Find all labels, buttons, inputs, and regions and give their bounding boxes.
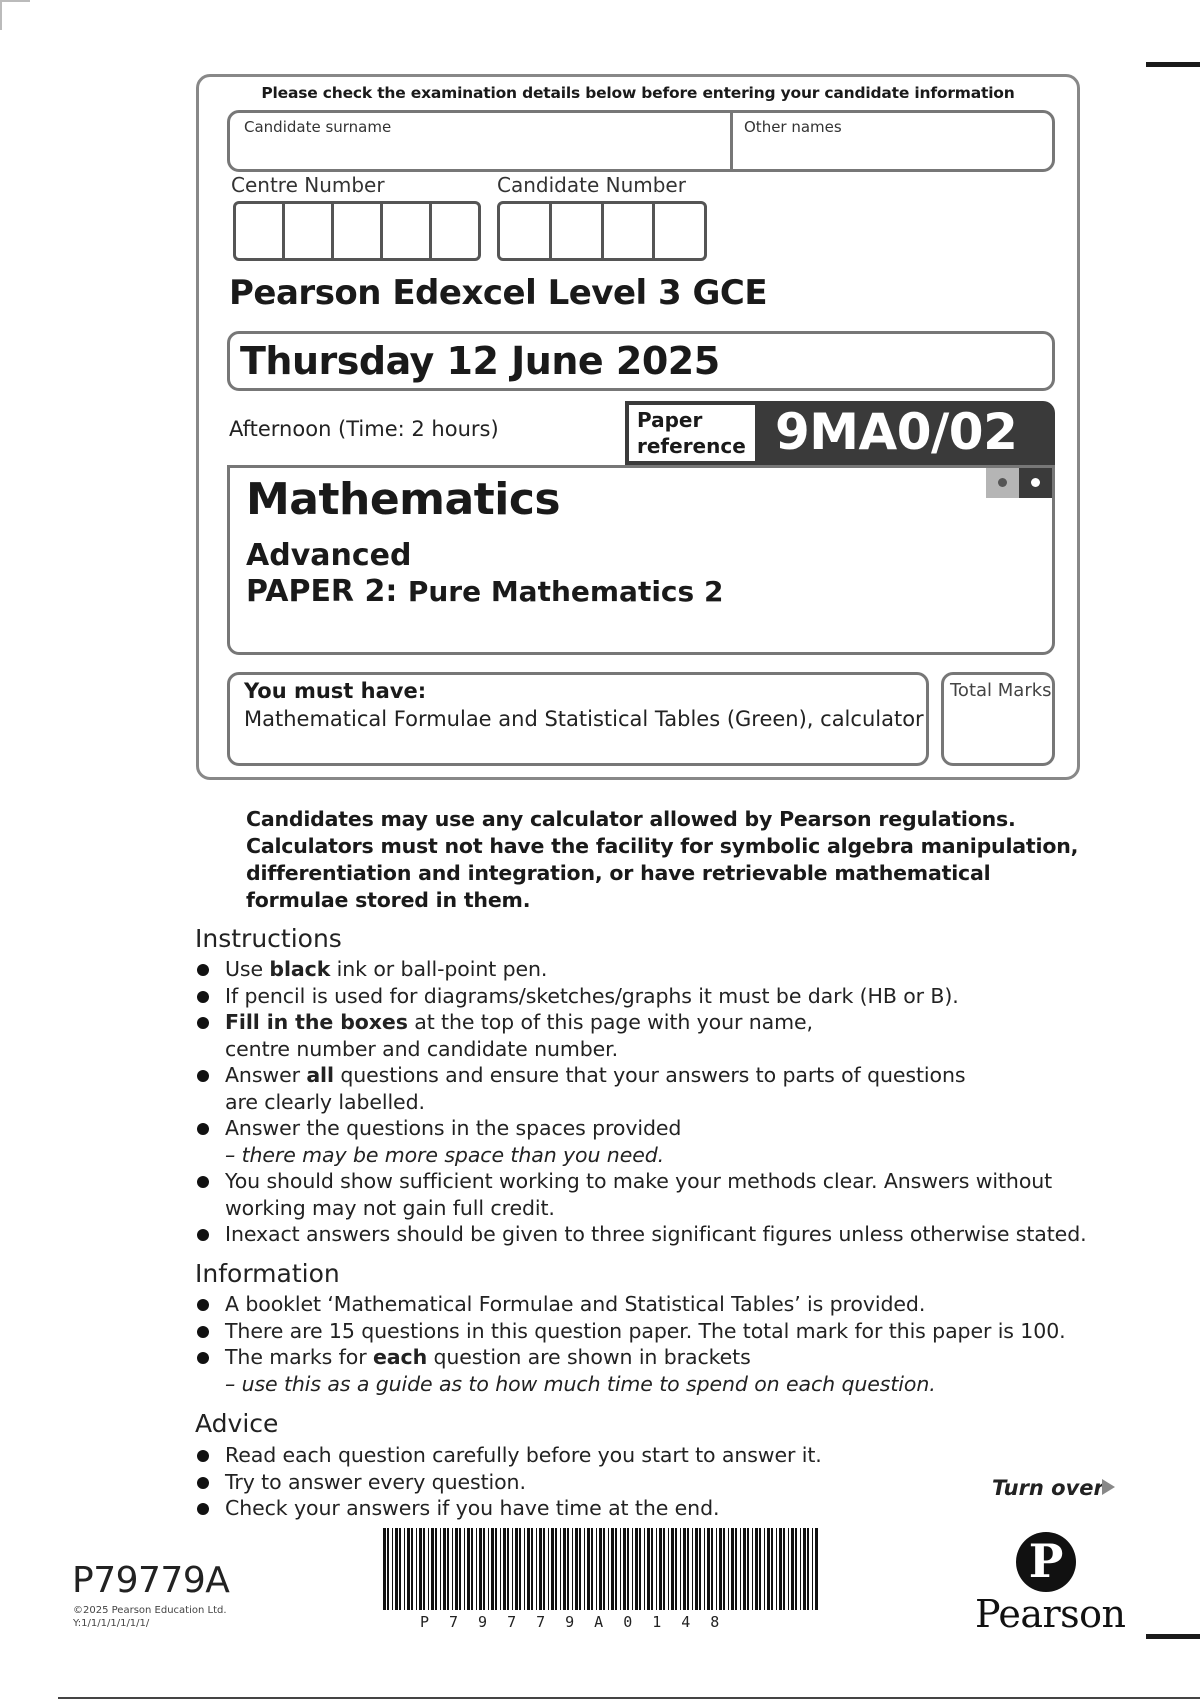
bullet-item: Inexact answers should be given to three significant figures unless otherwise stated.	[195, 1221, 1087, 1248]
centre-digit-cell[interactable]	[432, 204, 478, 258]
name-divider	[730, 113, 733, 169]
barcode-bar	[603, 1528, 605, 1610]
barcode-bar	[659, 1528, 662, 1610]
barcode-bar	[476, 1528, 477, 1610]
candidate-surname-label: Candidate surname	[244, 118, 392, 136]
centre-digit-cell[interactable]	[285, 204, 334, 258]
total-marks-label: Total Marks	[950, 680, 1052, 701]
barcode-bar	[503, 1528, 506, 1610]
bullet-continuation: – use this as a guide as to how much time to spend on each question.	[225, 1371, 936, 1396]
barcode-bar	[687, 1528, 689, 1610]
candidate-digit-cell[interactable]	[552, 204, 604, 258]
bullet-item: Fill in the boxes at the top of this page with your name, centre number and candidate number.	[195, 1009, 1087, 1062]
barcode-bar	[647, 1528, 650, 1610]
barcode-bar	[443, 1528, 446, 1610]
barcode-bar	[579, 1528, 581, 1610]
barcode-bar	[716, 1528, 717, 1610]
calculator-note	[246, 806, 1078, 914]
barcode-bar	[531, 1528, 533, 1610]
barcode-bar	[507, 1528, 509, 1610]
paper-reference-label-line1: Paper	[637, 408, 703, 432]
barcode-bar	[555, 1528, 557, 1610]
barcode-bar	[656, 1528, 657, 1610]
barcode-bar	[572, 1528, 573, 1610]
barcode-bar	[416, 1528, 417, 1610]
barcode-bar	[671, 1528, 674, 1610]
crop-mark-right-top	[1146, 62, 1200, 67]
turn-over-label: Turn over	[992, 1476, 1104, 1500]
bullet-item: If pencil is used for diagrams/sketches/graphs it must be dark (HB or B).	[195, 983, 1087, 1010]
barcode-bar	[447, 1528, 449, 1610]
barcode-bar	[719, 1528, 722, 1610]
candidate-number-boxes[interactable]	[497, 201, 707, 261]
barcode-bar	[699, 1528, 701, 1610]
barcode-bar	[464, 1528, 465, 1610]
barcode-bar	[563, 1528, 566, 1610]
centre-digit-cell[interactable]	[334, 204, 383, 258]
pearson-logo-icon	[1016, 1532, 1076, 1592]
barcode-bar	[651, 1528, 653, 1610]
barcode-bar	[608, 1528, 609, 1610]
candidate-digit-cell[interactable]	[604, 204, 656, 258]
barcode-bar	[704, 1528, 705, 1610]
barcode-bar	[567, 1528, 569, 1610]
paper-name: Pure Mathematics 2	[407, 575, 724, 608]
information-list	[195, 1291, 1066, 1397]
barcode-bar	[519, 1528, 521, 1610]
barcode-bar	[731, 1528, 734, 1610]
barcode-bar	[711, 1528, 713, 1610]
barcode-bar	[611, 1528, 614, 1610]
barcode-bar	[743, 1528, 746, 1610]
barcode-bar	[752, 1528, 753, 1610]
barcode-bar	[407, 1528, 410, 1610]
barcode-text: P79779A0148	[420, 1613, 740, 1631]
exam-board-title: Pearson Edexcel Level 3 GCE	[229, 273, 768, 313]
bullet-continuation: working may not gain full credit.	[225, 1195, 555, 1220]
information-heading: Information	[195, 1259, 340, 1288]
check-details-note: Please check the examination details below before entering your candidate information	[261, 84, 1015, 102]
bullet-item: Use black ink or ball-point pen.	[195, 956, 1087, 983]
bullet-item: A booklet ‘Mathematical Formulae and Statistical Tables’ is provided.	[195, 1291, 1066, 1318]
instructions-list	[195, 956, 1087, 1248]
bullet-item: You should show sufficient working to make your methods clear. Answers without working may not gain full credit.	[195, 1168, 1087, 1221]
barcode-bar	[452, 1528, 453, 1610]
barcode-bar	[632, 1528, 633, 1610]
other-names-label: Other names	[744, 118, 842, 136]
barcode-bar	[524, 1528, 525, 1610]
barcode-bar	[483, 1528, 485, 1610]
barcode-bar	[764, 1528, 765, 1610]
bullet-continuation: are clearly labelled.	[225, 1089, 425, 1114]
barcode-bar	[440, 1528, 441, 1610]
paper-reference-code: 9MA0/02	[775, 403, 1018, 461]
subject-box	[227, 465, 1055, 655]
publisher-name: Pearson	[975, 1592, 1126, 1636]
bullet-continuation: centre number and candidate number.	[225, 1036, 619, 1061]
barcode-bar	[776, 1528, 777, 1610]
calculator-note-line: Calculators must not have the facility for symbolic algebra manipulation,	[246, 834, 1079, 858]
barcode-bar	[707, 1528, 710, 1610]
barcode-bar	[495, 1528, 497, 1610]
barcode-bar	[560, 1528, 561, 1610]
centre-digit-cell[interactable]	[383, 204, 432, 258]
total-marks-box[interactable]	[941, 672, 1055, 766]
barcode-bar	[548, 1528, 549, 1610]
barcode-bar	[423, 1528, 425, 1610]
barcode-bar	[800, 1528, 801, 1610]
copyright-notice	[73, 1604, 227, 1630]
subject-title: Mathematics	[246, 474, 561, 525]
barcode-bar	[623, 1528, 626, 1610]
advice-list	[195, 1442, 822, 1522]
copyright-line: Y:1/1/1/1/1/1/1/	[73, 1618, 150, 1629]
exam-session: Afternoon (Time: 2 hours)	[229, 417, 499, 441]
barcode-bar	[675, 1528, 677, 1610]
barcode-bar	[723, 1528, 725, 1610]
bullet-continuation: – there may be more space than you need.	[225, 1142, 665, 1167]
tier-indicator-dark	[1019, 468, 1052, 498]
barcode-bar	[419, 1528, 422, 1610]
barcode-bar	[591, 1528, 593, 1610]
centre-number-boxes[interactable]	[233, 201, 481, 261]
pearson-logo-letter: P	[1028, 1534, 1064, 1588]
barcode-bar	[615, 1528, 617, 1610]
barcode-bar	[807, 1528, 809, 1610]
barcode-bar	[759, 1528, 761, 1610]
barcode-bar	[668, 1528, 669, 1610]
centre-number-label: Centre Number	[231, 173, 385, 197]
barcode-bar	[395, 1528, 398, 1610]
barcode-bar	[783, 1528, 785, 1610]
barcode-bar	[644, 1528, 645, 1610]
candidate-digit-cell[interactable]	[655, 204, 704, 258]
barcode-bar	[428, 1528, 429, 1610]
barcode-bar	[620, 1528, 621, 1610]
barcode-bar	[596, 1528, 597, 1610]
barcode-bar	[488, 1528, 489, 1610]
copyright-line: ©2025 Pearson Education Ltd.	[73, 1605, 227, 1616]
centre-digit-cell[interactable]	[236, 204, 285, 258]
barcode-bar	[788, 1528, 789, 1610]
barcode-bar	[536, 1528, 537, 1610]
candidate-number-label: Candidate Number	[497, 173, 686, 197]
barcode-bar	[627, 1528, 629, 1610]
barcode-bar	[575, 1528, 578, 1610]
calculator-note-line: differentiation and integration, or have retrievable mathematical	[246, 861, 991, 885]
barcode-bar	[695, 1528, 698, 1610]
instructions-heading: Instructions	[195, 924, 342, 953]
bullet-item: The marks for each question are shown in brackets – use this as a guide as to how much time to spend on each question.	[195, 1344, 1066, 1397]
barcode-bar	[471, 1528, 473, 1610]
barcode-bar	[479, 1528, 482, 1610]
barcode-bar	[639, 1528, 641, 1610]
barcode-bar	[663, 1528, 665, 1610]
must-have-box	[227, 672, 929, 766]
candidate-digit-cell[interactable]	[500, 204, 552, 258]
paper-reference-label-line2: reference	[637, 434, 746, 458]
crop-mark-top-left	[0, 0, 30, 2]
barcode-bar	[435, 1528, 437, 1610]
barcode-bar	[680, 1528, 681, 1610]
turn-over-arrow-icon	[1102, 1479, 1115, 1495]
bullet-item: There are 15 questions in this question paper. The total mark for this paper is 100.	[195, 1318, 1066, 1345]
candidate-name-row	[227, 110, 1055, 172]
subject-level: Advanced	[246, 538, 412, 573]
barcode-bar	[815, 1528, 818, 1610]
barcode-bar	[411, 1528, 413, 1610]
barcode-bar	[500, 1528, 501, 1610]
paper-title	[246, 574, 723, 609]
bullet-item: Answer all questions and ensure that your answers to parts of questions are clearly labelled.	[195, 1062, 1087, 1115]
must-have-heading: You must have:	[244, 679, 427, 703]
barcode-bar	[683, 1528, 686, 1610]
barcode-bar	[735, 1528, 737, 1610]
tier-indicator-grey	[986, 468, 1019, 498]
barcode-bar	[392, 1528, 393, 1610]
crop-mark-right-bottom	[1146, 1634, 1200, 1639]
barcode-bar	[812, 1528, 813, 1610]
tier-indicator	[986, 468, 1052, 498]
barcode-bar	[543, 1528, 545, 1610]
barcode-bar	[431, 1528, 434, 1610]
barcode-bar	[455, 1528, 458, 1610]
bullet-item: Check your answers if you have time at the end.	[195, 1495, 822, 1522]
barcode-bar	[383, 1528, 386, 1610]
crop-mark-left-top	[0, 0, 2, 30]
barcode-bar	[491, 1528, 494, 1610]
barcode-bar	[399, 1528, 401, 1610]
barcode-bar	[771, 1528, 773, 1610]
barcode-bar	[740, 1528, 741, 1610]
crop-mark-bottom-rule	[58, 1697, 1200, 1699]
barcode-bar	[467, 1528, 470, 1610]
must-have-items: Mathematical Formulae and Statistical Tables (Green), calculator	[244, 707, 924, 731]
barcode-bar	[791, 1528, 794, 1610]
barcode-bar	[803, 1528, 806, 1610]
barcode-bar	[635, 1528, 638, 1610]
calculator-note-line: formulae stored in them.	[246, 888, 531, 912]
barcode-bar	[747, 1528, 749, 1610]
paper-reference-label	[629, 405, 755, 461]
barcode-bar	[539, 1528, 542, 1610]
barcode-bar	[728, 1528, 729, 1610]
exam-date: Thursday 12 June 2025	[227, 331, 1055, 391]
barcode-bar	[587, 1528, 590, 1610]
barcode-bar	[459, 1528, 461, 1610]
barcode-bar	[551, 1528, 554, 1610]
barcode-bar	[599, 1528, 602, 1610]
barcode-bar	[779, 1528, 782, 1610]
barcode-bar	[584, 1528, 585, 1610]
barcode-bar	[795, 1528, 797, 1610]
paper-number: PAPER 2:	[246, 574, 398, 609]
barcode-bar	[515, 1528, 518, 1610]
barcode-bar	[512, 1528, 513, 1610]
bullet-item: Try to answer every question.	[195, 1469, 822, 1496]
advice-heading: Advice	[195, 1409, 279, 1438]
barcode-bar	[404, 1528, 405, 1610]
candidate-details-box	[196, 74, 1080, 780]
paper-code: P79779A	[72, 1560, 230, 1601]
barcode-bar	[692, 1528, 693, 1610]
barcode-bar	[387, 1528, 389, 1610]
barcode-bar	[767, 1528, 770, 1610]
bullet-item: Answer the questions in the spaces provided – there may be more space than you need.	[195, 1115, 1087, 1168]
paper-reference-panel	[625, 401, 1055, 465]
bullet-item: Read each question carefully before you start to answer it.	[195, 1442, 822, 1469]
barcode-bar	[755, 1528, 758, 1610]
barcode-bar	[527, 1528, 530, 1610]
calculator-note-line: Candidates may use any calculator allowed by Pearson regulations.	[246, 807, 1016, 831]
barcode	[383, 1528, 819, 1610]
